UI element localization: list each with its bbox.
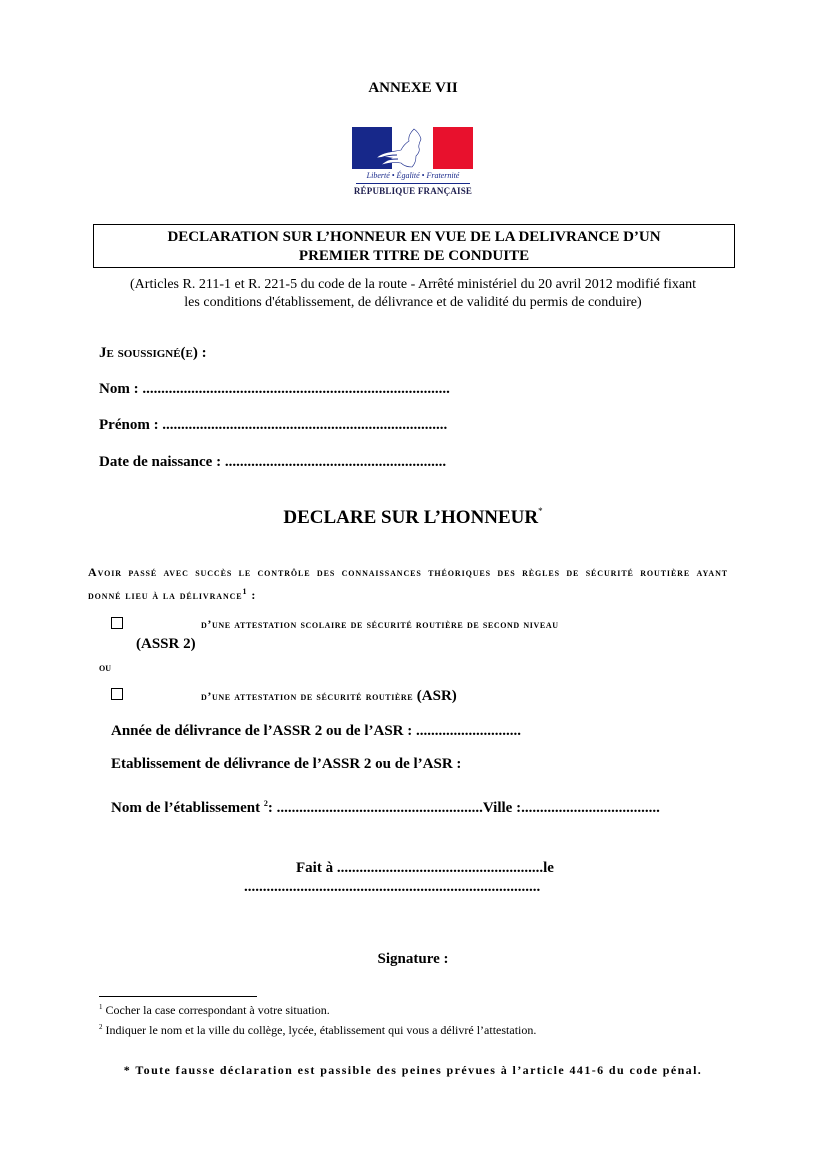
- document-title-line1: DECLARATION SUR L’HONNEUR EN VUE DE LA DELIVRANCE D’UN: [167, 229, 661, 245]
- date-naissance-field[interactable]: Date de naissance : ...........................................................: [99, 454, 447, 470]
- footnote-1-text: Cocher la case correspondant à votre situation.: [102, 1003, 330, 1017]
- declare-heading: [0, 506, 826, 529]
- marianne-profile-icon: [370, 127, 440, 169]
- assr2-option-abbrev: (ASSR 2): [136, 636, 196, 652]
- footnote-2-text: Indiquer le nom et la ville du collège, lycée, établissement qui vous a délivré l’attestation.: [102, 1023, 537, 1037]
- footnote-2-number: 2: [99, 1023, 103, 1031]
- footnote-ref-1: 1: [242, 587, 248, 596]
- republique-francaise-label: RÉPUBLIQUE FRANÇAISE: [353, 186, 473, 196]
- legal-reference-line2: les conditions d'établissement, de délivrance et de validité du permis de conduire): [184, 295, 642, 310]
- asr-option-text: d’une attestation de sécurité routière: [201, 689, 417, 703]
- asr-checkbox[interactable]: [111, 688, 123, 700]
- nom-field[interactable]: Nom : ..................................................................................: [99, 381, 450, 397]
- asr-option-label: [201, 688, 457, 705]
- document-title-line2: PREMIER TITRE DE CONDUITE: [298, 248, 530, 264]
- annex-title: ANNEXE VII: [368, 80, 458, 96]
- prenom-field[interactable]: Prénom : ............................................................................: [99, 417, 448, 433]
- footnote-1: [99, 1003, 330, 1018]
- asr-option-abbrev: (ASR): [416, 688, 457, 704]
- signature-label: Signature :: [377, 951, 449, 967]
- assr2-checkbox[interactable]: [111, 617, 123, 629]
- legal-reference-line1: (Articles R. 211-1 et R. 221-5 du code de la route - Arrêté ministériel du 20 avril 2012 modifié fixant: [130, 277, 696, 292]
- motto: Liberté • Égalité • Fraternité: [366, 171, 460, 180]
- or-separator: ou: [99, 662, 111, 674]
- legal-reference: [96, 276, 730, 312]
- republique-francaise-logo: [352, 127, 474, 201]
- nom-etablissement-ville-dots: : .......................................................Ville :.....................................: [267, 800, 660, 816]
- footnote-2: [99, 1023, 536, 1038]
- date-field[interactable]: ...............................................................................: [244, 879, 541, 895]
- footnote-ref-2: 2: [263, 799, 268, 808]
- nom-etablissement-field[interactable]: [111, 799, 660, 817]
- logo-divider: [356, 183, 470, 184]
- undersigned-label: Je soussigné(e) :: [99, 345, 207, 361]
- footnote-divider: [99, 996, 257, 997]
- document-title-box: [93, 224, 735, 268]
- declaration-statement: [88, 563, 728, 605]
- nom-etablissement-label: Nom de l’établissement: [111, 800, 264, 816]
- annee-delivrance-field[interactable]: Année de délivrance de l’ASSR 2 ou de l’ASR : ............................: [111, 723, 522, 739]
- footnote-1-number: 1: [99, 1003, 103, 1011]
- etablissement-heading: Etablissement de délivrance de l’ASSR 2 ou de l’ASR :: [111, 756, 462, 772]
- false-declaration-warning: * Toute fausse déclaration est passible des peines prévues à l’article 441-6 du code pénal.: [123, 1063, 703, 1077]
- declaration-statement-end: :: [247, 588, 257, 602]
- fait-a-field[interactable]: Fait à .......................................................le: [296, 860, 554, 876]
- declare-heading-text: DECLARE SUR L’HONNEUR: [283, 507, 539, 528]
- declare-heading-mark: *: [538, 506, 543, 516]
- assr2-option-label: d’une attestation scolaire de sécurité routière de second niveau: [201, 617, 559, 631]
- declaration-statement-text: Avoir passé avec succès le contrôle des connaissances théoriques des règles de sécurité routière ayant donné lieu à la délivrance: [88, 565, 728, 602]
